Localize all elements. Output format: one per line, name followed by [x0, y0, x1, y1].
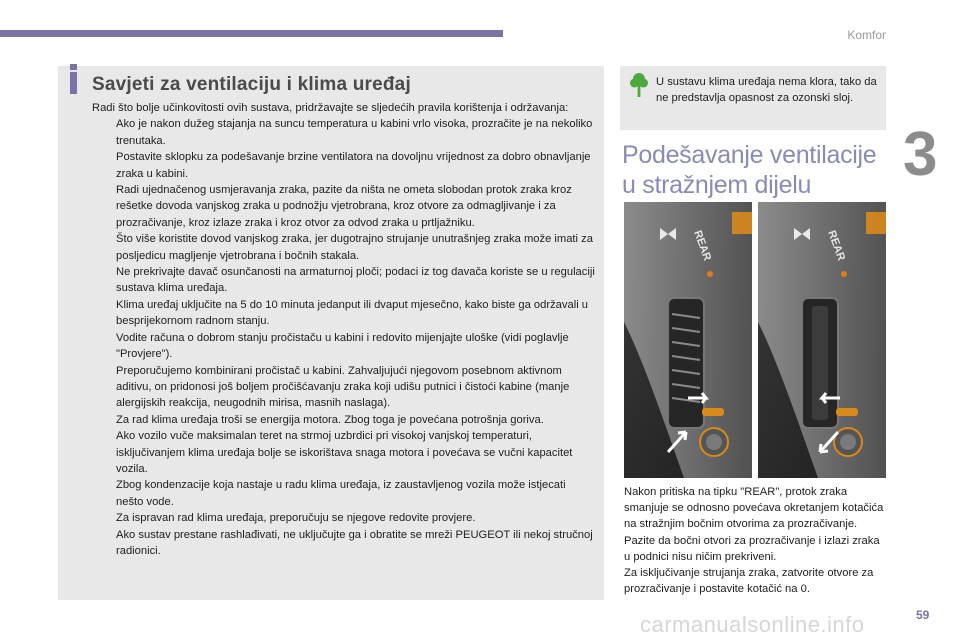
tip-item-text: Za rad klima uređaja troši se energija motora. Zbog toga je povećana potrošnja goriva. — [116, 413, 544, 426]
tip-item-text: Vodite računa o dobrom stanju pročistaču u kabini i redovito mijenjajte uloške (vidi poglavlje "Provjere"). — [116, 331, 569, 361]
tip-item — [92, 182, 596, 231]
rear-caption-paragraph: Za isključivanje strujanja zraka, zatvorite otvore za prozračivanje i postavite kotačić na 0. — [624, 567, 874, 596]
tip-item — [92, 527, 596, 560]
tip-list — [92, 116, 596, 559]
tip-item-text: Ako vozilo vuče maksimalan teret na strmoj uzbrdici pri visokoj vanjskoj temperaturi, isključivanjem klima uređaja bolje se iskorištava snaga motora i povećava se vučni kapacitet vozila. — [116, 430, 573, 475]
tip-item — [92, 330, 596, 412]
tip-item-text: Ne prekrivajte davač osunčanosti na armaturnoj ploči; podaci iz tog davača koriste se u regulaciji sustava klima uređaja. — [116, 266, 595, 295]
header-bar — [0, 30, 503, 37]
rear-vent-illustration — [624, 202, 886, 478]
tip-item-text: Što više koristite dovod vanjskog zraka, jer dugotrajno strujanje unutrašnjeg zraka može imati za posljedicu magljenje vjetrobrana i bočnih stakala. — [116, 233, 593, 262]
rear-caption-paragraph: Nakon pritiska na tipku "REAR", protok zraka smanjuje se odnosno povećava okretanjem kotačića na stražnjim bočnim otvorima za prozračivanje. — [624, 486, 884, 531]
tip-item — [92, 510, 596, 526]
tree-icon — [630, 72, 648, 98]
tip-body — [92, 100, 596, 559]
page-number: 59 — [916, 608, 930, 622]
tip-item-text: Radi ujednačenog usmjeravanja zraka, pazite da ništa ne ometa slobodan protok zraka kroz rešetke dovoda vanjskog zraka u podnožju vjetrobrana, kroz otvore za odmagljivanje i za prozračivanje, kroz izlaze zraka i kroz otvor za odvod zraka u prtljažniku. — [116, 184, 572, 229]
rear-caption — [624, 484, 888, 597]
section-name: Komfor — [847, 28, 886, 42]
rear-caption-paragraph: Pazite da bočni otvori za prozračivanje i izlazi zraka u podnici nisu ničim prekriveni. — [624, 534, 880, 563]
tip-item — [92, 297, 596, 330]
tip-item-text: Zbog kondenzacije koja nastaje u radu klima uređaja, iz zaustavljenog vozila može istjecati nešto vode. — [116, 479, 566, 508]
rear-button-label-right: REAR — [825, 228, 848, 263]
tip-item-text: Klima uređaj uključite na 5 do 10 minuta jedanput ili dvaput mjesečno, kako biste ga održavali u besprijekornom radnom stanju. — [116, 298, 589, 328]
tip-item-text: Za ispravan rad klima uređaja, preporučuju se njegove redovite provjere. — [116, 512, 476, 525]
tip-item — [92, 264, 596, 297]
tip-item-text: Ako sustav prestane rashlađivati, ne uključujte ga i obratite se mreži PEUGEOT ili nekoj stručnoj radionici. — [116, 528, 593, 557]
tip-item — [92, 412, 596, 510]
tip-intro: Radi što bolje učinkovitosti ovih sustava, pridržavajte se sljedećih pravila korištenja i održavanja: — [92, 102, 569, 114]
eco-note: U sustavu klima uređaja nema klora, tako da ne predstavlja opasnost za ozonski sloj. — [656, 76, 877, 104]
rear-vent-photo — [624, 202, 886, 478]
tip-item-text: Ako je nakon dužeg stajanja na suncu temperatura u kabini vrlo visoka, prozračite je na nekoliko trenutaka. — [116, 118, 593, 147]
tip-item-text: Preporučujemo kombinirani pročistač u kabini. Zahvaljujući njegovom posebnom aktivnom aditivu, on pridonosi još boljem pročišćavanju zraka koji udišu putnici i čistoći kabine (manje alergijskih reakcija, neugodnih mirisa, masnih naslaga). — [116, 364, 570, 410]
rear-button-label: REAR — [691, 228, 714, 263]
tip-item-text: Postavite sklopku za podešavanje brzine ventilatora na dovoljnu vrijednost za dobro obnavljanje zraka u kabini. — [116, 151, 591, 180]
watermark: carmanualsonline.info — [640, 612, 865, 637]
tip-item — [92, 116, 596, 182]
tip-title: Savjeti za ventilaciju i klima uređaj — [92, 74, 411, 95]
chapter-number: 3 — [903, 120, 938, 189]
info-icon — [70, 72, 77, 94]
tip-item — [92, 231, 596, 264]
rear-section-title: Podešavanje ventilacije u stražnjem dijelu — [622, 141, 877, 199]
